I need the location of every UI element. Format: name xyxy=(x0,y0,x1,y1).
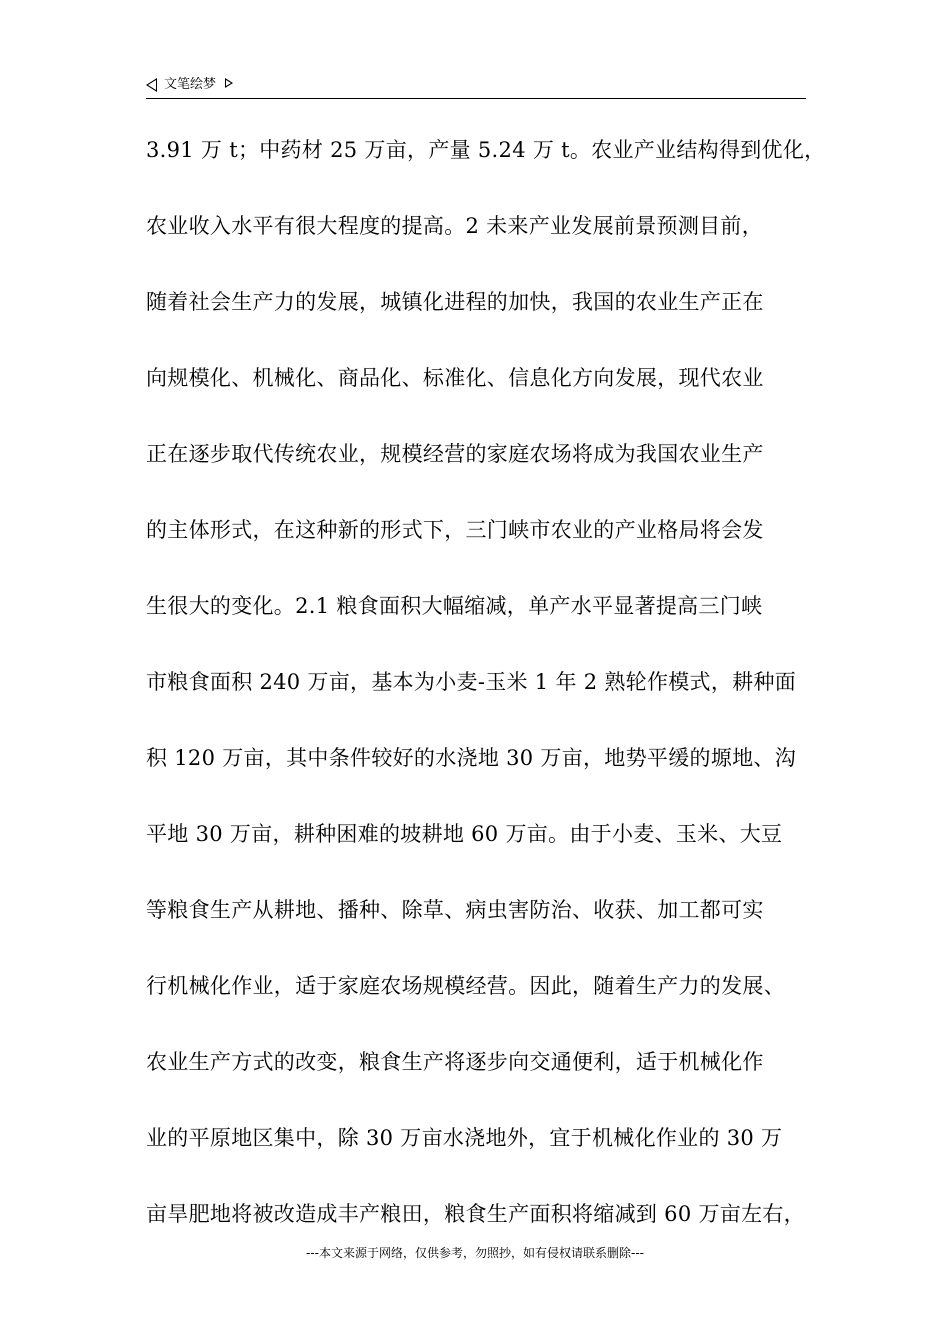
document-body xyxy=(146,128,846,1268)
body-line: 市粮食面积 240 万亩，基本为小麦-玉米 1 年 2 熟轮作模式，耕种面 xyxy=(146,670,797,694)
body-line: 农业生产方式的改变，粮食生产将逐步向交通便利，适于机械化作 xyxy=(146,1050,764,1074)
body-line: 生很大的变化。2.1 粮食面积大幅缩减，单产水平显著提高三门峡 xyxy=(146,594,763,618)
body-line: 等粮食生产从耕地、播种、除草、病虫害防治、收获、加工都可实 xyxy=(146,898,764,922)
body-line: 的主体形式，在这种新的形式下，三门峡市农业的产业格局将会发 xyxy=(146,518,764,542)
body-line: 行机械化作业，适于家庭农场规模经营。因此，随着生产力的发展、 xyxy=(146,974,785,998)
triangle-left-icon xyxy=(146,78,157,92)
page-header xyxy=(146,72,806,99)
body-line: 农业收入水平有很大程度的提高。2 未来产业发展前景预测目前， xyxy=(146,214,764,238)
page-footer: ---本文来源于网络，仅供参考，勿照抄，如有侵权请联系删除--- xyxy=(306,1246,644,1260)
body-line: 向规模化、机械化、商品化、标准化、信息化方向发展，现代农业 xyxy=(146,366,764,390)
body-line: 业的平原地区集中，除 30 万亩水浇地外，宜于机械化作业的 30 万 xyxy=(146,1126,783,1150)
body-line: 随着社会生产力的发展，城镇化进程的加快，我国的农业生产正在 xyxy=(146,290,764,314)
body-line: 正在逐步取代传统农业，规模经营的家庭农场将成为我国农业生产 xyxy=(146,442,764,466)
header-title-group xyxy=(146,77,233,93)
body-line: 亩旱肥地将被改造成丰产粮田，粮食生产面积将缩减到 60 万亩左右， xyxy=(146,1202,805,1226)
body-line: 3.91 万 t；中药材 25 万亩，产量 5.24 万 t。农业产业结构得到优化， xyxy=(146,138,826,162)
body-line: 积 120 万亩，其中条件较好的水浇地 30 万亩，地势平缓的塬地、沟 xyxy=(146,746,797,770)
header-title: 文笔绘梦 xyxy=(164,77,217,92)
body-line: 平地 30 万亩，耕种困难的坡耕地 60 万亩。由于小麦、玉米、大豆 xyxy=(146,822,783,846)
triangle-right-icon xyxy=(225,78,233,88)
